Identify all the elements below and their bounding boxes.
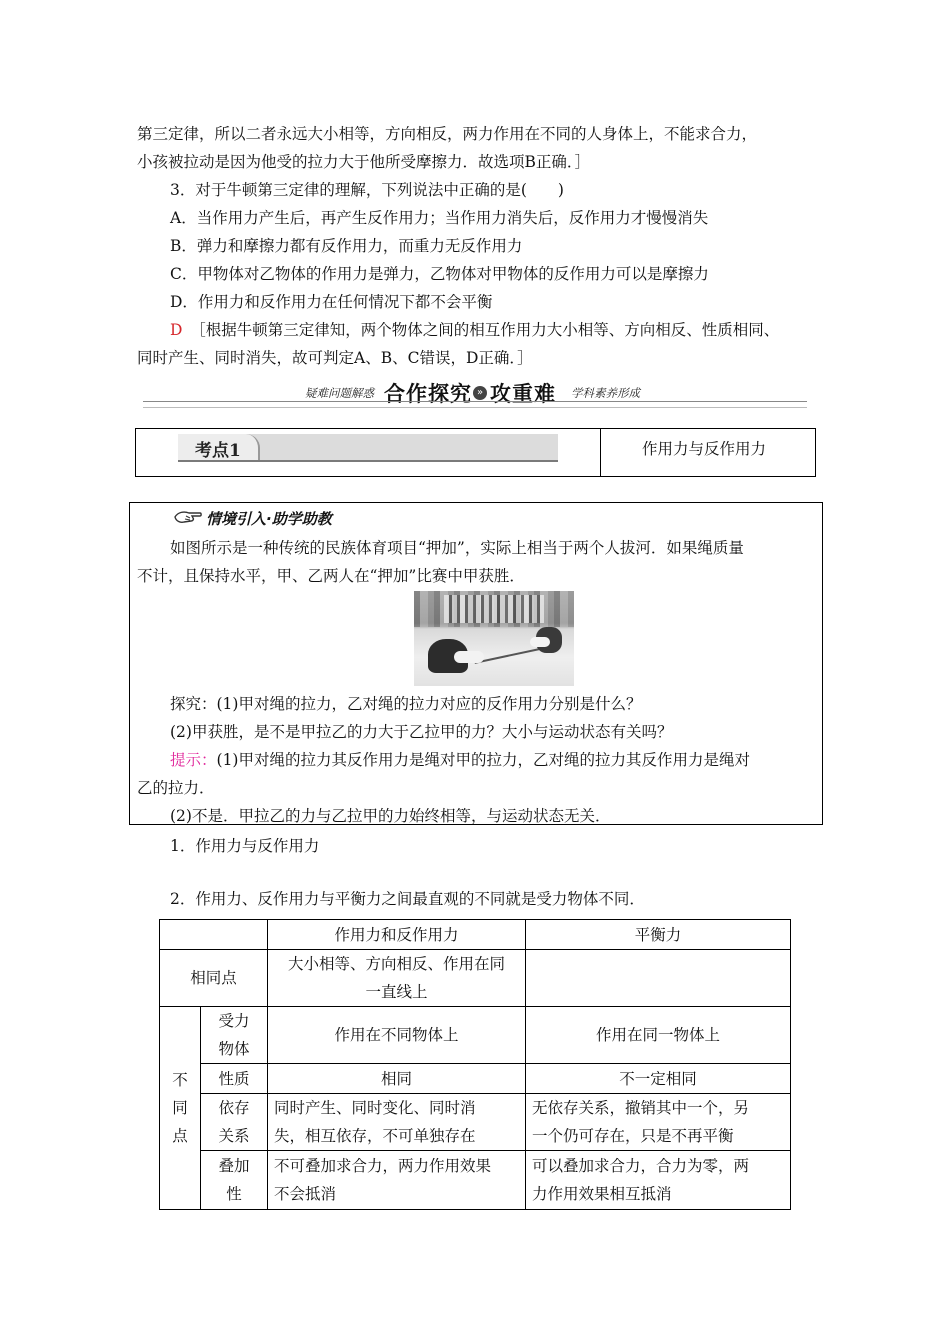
banner-rule (143, 401, 807, 408)
topic-title: 作用力与反作用力 (642, 440, 767, 458)
table-cell (268, 950, 526, 1007)
tug-of-war-photo (414, 591, 574, 686)
table-cell-line: 一个仍可存在，只是不再平衡 (532, 1127, 734, 1145)
banner-main-right: 攻重难 (490, 382, 556, 406)
banner-right-text: 学科素养形成 (571, 386, 640, 400)
table-cell: 相同 (268, 1064, 526, 1094)
situation-heading: 情境引入·助学助教 (206, 510, 332, 528)
table-cell-line: 不可叠加求合力，两力作用效果 (274, 1157, 492, 1175)
explanation-text: ［根据牛顿第三定律知，两个物体之间的相互作用力大小相等、方向相反、性质相同、 (197, 321, 780, 339)
hint-line (170, 750, 750, 770)
table-row (160, 1094, 791, 1151)
row-label-line: 受力 (218, 1012, 250, 1030)
banner-main-left: 合作探究 (384, 382, 472, 406)
table-cell (526, 1094, 791, 1151)
table-cell (268, 1151, 526, 1210)
row-label-line: 物体 (218, 1040, 250, 1058)
table-cell-line: 可以叠加求合力，合力为零，两 (532, 1157, 750, 1175)
group-label-char: 同 (172, 1099, 188, 1117)
table-row-label: 相同点 (160, 950, 268, 1007)
table-row (160, 950, 791, 1007)
table-header-row (160, 920, 791, 950)
table-row-label (201, 1151, 268, 1210)
table-cell-line: 失，相互依存，不可单独存在 (274, 1127, 476, 1145)
option-b: B．弹力和摩擦力都有反作用力，而重力无反作用力 (170, 237, 523, 255)
table-header-cell: 平衡力 (526, 920, 791, 950)
answer-letter: D (170, 321, 183, 339)
hint-text: (1)甲对绳的拉力其反作用力是绳对甲的拉力，乙对绳的拉力其反作用力是绳对 (216, 751, 750, 769)
table-cell (268, 1094, 526, 1151)
table-row-label: 性质 (201, 1064, 268, 1094)
point-2: 2．作用力、反作用力与平衡力之间最直观的不同就是受力物体不同． (170, 890, 645, 908)
table-group-label (160, 1007, 201, 1210)
answer-explanation (170, 320, 779, 340)
table-cell-line: 无依存关系，撤销其中一个，另 (532, 1099, 750, 1117)
table-row (160, 1007, 791, 1064)
situation-paragraph-2: 不计，且保持水平，甲、乙两人在“押加”比赛中甲获胜． (137, 567, 525, 585)
group-label-char: 点 (172, 1127, 188, 1145)
point-1: 1．作用力与反作用力 (170, 837, 320, 855)
text-line: 小孩被拉动是因为他受的拉力大于他所受摩擦力．故选项B正确．］ (137, 153, 591, 171)
table-cell-line: 同时产生、同时变化、同时消 (274, 1099, 476, 1117)
table-row-label (201, 1094, 268, 1151)
table-cell-line: 力作用效果相互抵消 (532, 1185, 672, 1203)
option-a: A．当作用力产生后，再产生反作用力；当作用力消失后，反作用力才慢慢消失 (170, 209, 709, 227)
table-cell: 不一定相同 (526, 1064, 791, 1094)
topic-label: 考点1 (195, 441, 241, 461)
topic-box-divider (600, 428, 601, 477)
group-label-char: 不 (172, 1071, 188, 1089)
row-label-line: 依存 (218, 1099, 250, 1117)
table-cell (526, 950, 791, 1007)
table-cell: 作用在不同物体上 (268, 1007, 526, 1064)
row-label-line: 性 (226, 1185, 242, 1203)
explore-question-1: 探究：(1)甲对绳的拉力，乙对绳的拉力对应的反作用力分别是什么？ (170, 695, 642, 713)
table-row (160, 1064, 791, 1094)
pointing-hand-icon (174, 509, 202, 525)
comparison-table (159, 919, 791, 1210)
banner-arrow-icon: » (473, 386, 487, 400)
table-cell-line: 大小相等、方向相反、作用在同 (287, 955, 505, 973)
table-cell-line: 不会抵消 (274, 1185, 337, 1203)
table-cell-line: 一直线上 (365, 983, 428, 1001)
table-row (160, 1151, 791, 1210)
table-row-label (201, 1007, 268, 1064)
banner-left-text: 疑难问题解惑 (305, 386, 374, 400)
hint-text-3: (2)不是．甲拉乙的力与乙拉甲的力始终相等，与运动状态无关． (170, 807, 611, 825)
explore-question-2: (2)甲获胜，是不是甲拉乙的力大于乙拉甲的力？大小与运动状态有关吗？ (170, 723, 673, 741)
hint-label: 提示： (170, 751, 217, 769)
row-label-line: 关系 (218, 1127, 250, 1145)
situation-paragraph: 如图所示是一种传统的民族体育项目“押加”，实际上相当于两个人拔河．如果绳质量 (170, 539, 744, 557)
option-c: C．甲物体对乙物体的作用力是弹力，乙物体对甲物体的反作用力可以是摩擦力 (170, 265, 709, 283)
row-label-line: 叠加 (218, 1157, 250, 1175)
text-line: 第三定律，所以二者永远大小相等，方向相反，两力作用在不同的人身体上，不能求合力， (137, 125, 758, 143)
question-stem: 3．对于牛顿第三定律的理解，下列说法中正确的是( ) (170, 181, 564, 199)
option-d: D．作用力和反作用力在任何情况下都不会平衡 (170, 293, 493, 311)
hint-text-2: 乙的拉力． (137, 779, 215, 797)
table-corner-cell (160, 920, 268, 950)
explanation-text-2: 同时产生、同时消失，故可判定A、B、C错误，D正确．］ (137, 349, 533, 367)
table-cell (526, 1151, 791, 1210)
table-header-cell: 作用力和反作用力 (268, 920, 526, 950)
table-cell: 作用在同一物体上 (526, 1007, 791, 1064)
